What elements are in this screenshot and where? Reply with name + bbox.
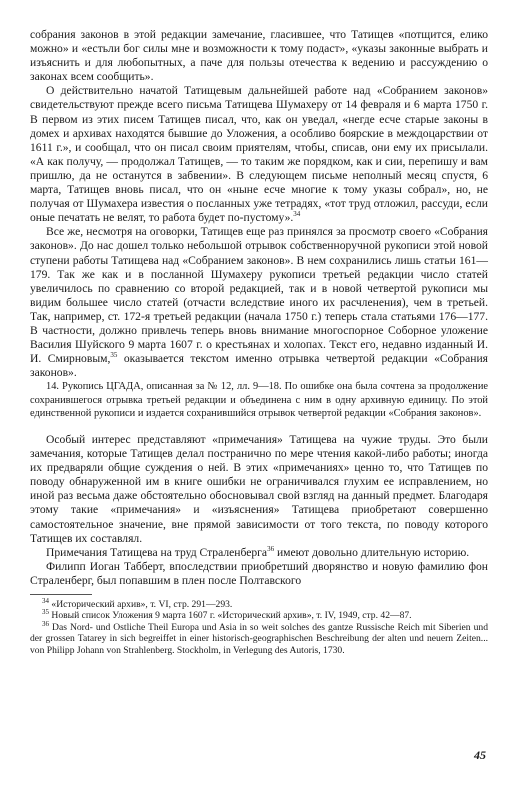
footnote-number: 36 (42, 619, 49, 628)
footnote-35 (30, 610, 488, 621)
paragraph-3-text-end: оказывается текстом именно отрывка четвертой редакции «Собрания законов». (30, 352, 488, 380)
paragraph-2 (30, 84, 488, 225)
paragraph-7 (30, 560, 488, 588)
footnote-ref-34: 34 (293, 210, 301, 219)
section-gap (30, 420, 488, 433)
paragraph-5-text: Особый интерес представляют «примечания» Татищева на чужие труды. Это были замечания, которые Татищев делал постранично по мере чтения какой-либо работы; иногда их предваряли общие суждения о ней. В этих «примечаниях» ценно то, что Татищев по поводу обнаруженной им в книге ошибки не ограничивался глухим ее исправлением, но иной раз весьма даже обстоятельно обосновывал свой взгляд на данный предмет. Благодаря этому такие «примечания» и «изъяснения» Татищева приобретают совершенно самостоятельное значение, вне прямой зависимости от того текста, по поводу которого Татищев их составлял. (30, 432, 488, 545)
paragraph-3 (30, 225, 488, 380)
paragraph-6 (30, 546, 488, 560)
footnote-ref-36: 36 (267, 544, 275, 553)
page-body (30, 28, 488, 656)
paragraph-4-text: 14. Рукопись ЦГАДА, описанная за № 12, лл. 9—18. По ошибке она была сочтена за продолжение сохранившегося отрывка третьей редакции и объединена с ним в одну архивную единицу. По этой единственной рукописи и издается сохранившийся отрывок четвертой редакции «Собрания законов». (30, 381, 488, 419)
paragraph-1 (30, 28, 488, 84)
paragraph-7-text: Филипп Иоган Табберт, впоследствии приобретший дворянство и новую фамилию фон Страленберг, был попавшим в плен после Полтавского (30, 559, 488, 587)
footnote-text: Das Nord- und Ostliche Theil Europa und Asia in so weit solches des gantze Russische Reich mit Siberien und der grossen Tatarey in sich begreiffet in einer historisch-geographischen Beschreibung der alten und neuern Zeiten... von Philipp Johann von Strahlenberg. Stockholm, in Verlegung des Autoris, 1730. (30, 621, 488, 656)
footnote-34 (30, 596, 488, 610)
footnote-ref-35: 35 (110, 351, 118, 360)
footnote-number: 35 (42, 608, 49, 617)
footnote-text: «Исторический архив», т. VI, стр. 291—293. (51, 598, 233, 610)
paragraph-3-text: Все же, несмотря на оговорки, Татищев еще раз принялся за просмотр своего «Собрания законов». До нас дошел только небольшой отрывок собственноручной рукописи этой новой ступени работы Татищева над «Собранием законов». В нем сохранились лишь статьи 161—179. Так же как и в посланной Шумахеру рукописи третьей редакции число статей увеличилось по сравнению со второй редакцией, так и в новой четвертой рукописи мы видим большее число статей (отчасти вследствие иного их расчленения), чем в третьей. Так, например, ст. 172-я третьей редакции (начала 1750 г.) теперь стала статьями 176—177. В частности, должно привлечь теперь вновь внимание многоспорное Соборное уложение Василия Шуйского 9 марта 1607 г. о крестьянах и холопах. Текст его, недавно изданный И. И. Смирновым, (30, 225, 488, 366)
footnote-number: 34 (42, 596, 49, 605)
paragraph-6-text: Примечания Татищева на труд Страленберга (46, 545, 268, 559)
paragraph-4 (30, 380, 488, 420)
paragraph-6-text-end: имеют довольно длительную историю. (274, 545, 470, 559)
footnote-divider (30, 594, 92, 595)
paragraph-1-text: собрания законов в этой редакции замечание, гласившее, что Татищев «потщится, елико можно» и «естьли бог силы мне и возможности к тому подаст», «указы законные выбрать и изъяснить и для любопытных, а паче для пользы отечества к ведению и рассуждению о законах всем сообщить». (30, 28, 488, 84)
paragraph-5 (30, 433, 488, 546)
footnote-36 (30, 619, 488, 656)
page-number: 45 (474, 748, 486, 762)
paragraph-2-text: О действительно начатой Татищевым дальнейшей работе над «Собранием законов» свидетельствуют прежде всего письма Татищева Шумахеру от 14 февраля и 6 марта 1750 г. В первом из этих писем Татищев писал, что, как он уведал, «негде есче старые законы в домех и архивах находятся бывшие до Уложения, а особливо боярские в междоцарствии от 1611 г.», и сообщал, что он писал своим приятелям, чтобы, списав, они ему их присылали. «А как получу, — продолжал Татищев, — то таким же порядком, как и сии, перепишу и вам пришлю, да не останутся в забвении». В следующем письме неполный месяц спустя, 6 марта, Татищев вновь писал, что он «ныне есче многие к тому указы собрал», но, не получая от Шумахера известия о посланных уже тетрадях, «тот труд отложил, рассуди, если оные печатать не велят, то работа будет по-пустому». (30, 84, 488, 225)
footnote-text: Новый список Уложения 9 марта 1607 г. «Исторический архив», т. IV, 1949, стр. 42—87. (51, 610, 412, 622)
